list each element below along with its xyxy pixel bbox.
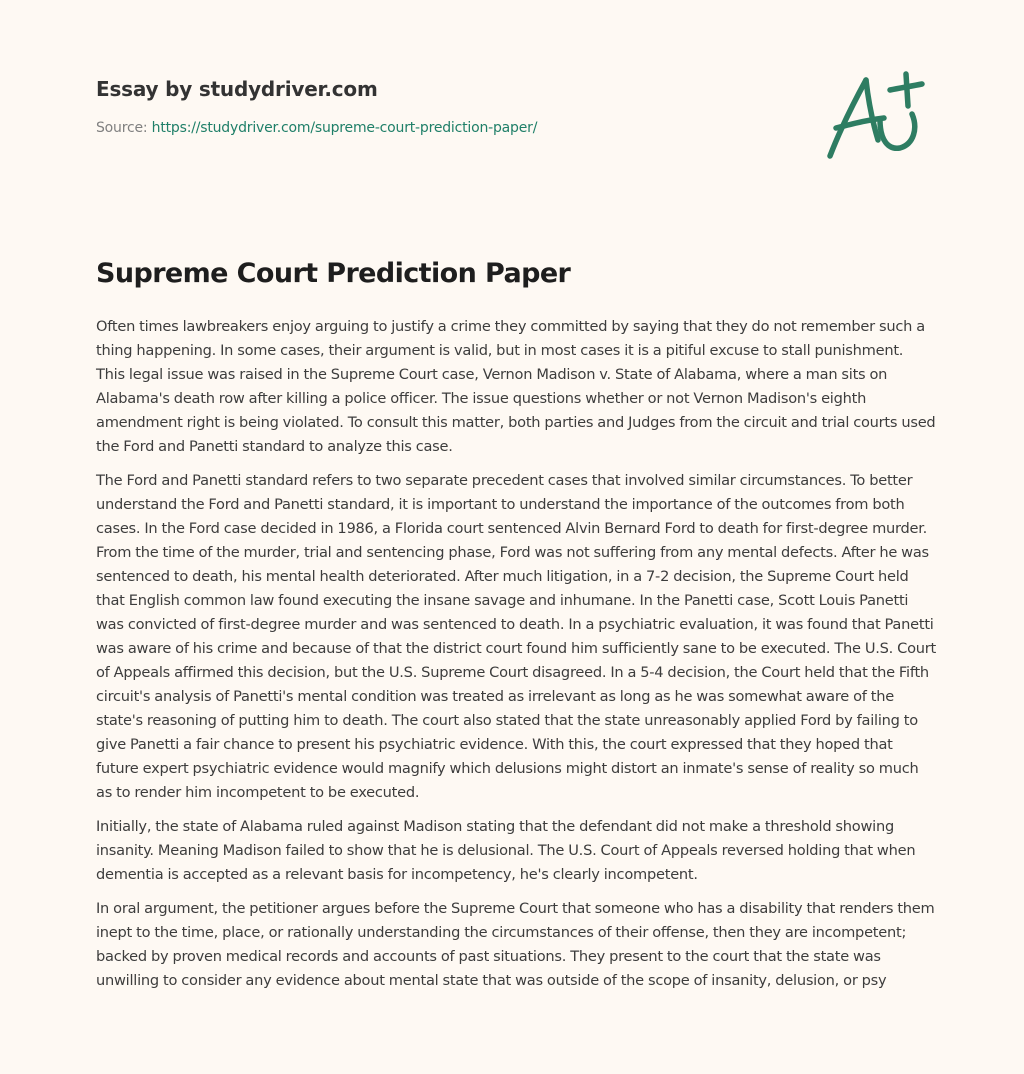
paragraph: Initially, the state of Alabama ruled against Madison stating that the defendant did not make a threshold showing insanity. Meaning Madison failed to show that he is delusional. The U.S. Court of Appeals reversed holding that when dementia is accepted as a relevant basis for incompetency, he's clearly incompetent. [96, 818, 916, 883]
paragraph: Often times lawbreakers enjoy arguing to justify a crime they committed by saying that they do not remember such a thing happening. In some cases, their argument is valid, but in most cases it is a pitiful excuse to stall punishment. This legal issue was raised in the Supreme Court case, Vernon Madison v. State of Alabama, where a man sits on Alabama's death row after killing a police officer. The issue questions whether or not Vernon Madison's eighth amendment right is being violated. To consult this matter, both parties and Judges from the circuit and trial courts used the Ford and Panetti standard to analyze this case. [96, 318, 936, 455]
site-title: Essay by studydriver.com [96, 77, 378, 101]
source-link[interactable]: https://studydriver.com/supreme-court-prediction-paper/ [151, 120, 538, 136]
page-header [96, 74, 836, 138]
document-body [96, 315, 936, 1003]
source-line [96, 118, 836, 138]
paragraph: The Ford and Panetti standard refers to two separate precedent cases that involved similar circumstances. To better understand the Ford and Panetti standard, it is important to understand the importance of the outcomes from both cases. In the Ford case decided in 1986, a Florida court sentenced Alvin Bernard Ford to death for first-degree murder. From the time of the murder, trial and sentencing phase, Ford was not suffering from any mental defects. After he was sentenced to death, his mental health deteriorated. After much litigation, in a 7-2 decision, the Supreme Court held that English common law found executing the insane savage and inhumane. In the Panetti case, Scott Louis Panetti was convicted of first-degree murder and was sentenced to death. In a psychiatric evaluation, it was found that Panetti was aware of his crime and because of that the district court found him sufficiently sane to be executed. The U.S. Court of Appeals affirmed this decision, but the U.S. Supreme Court disagreed. In a 5-4 decision, the Court held that the Fifth circuit's analysis of Panetti's mental condition was treated as irrelevant as long as he was somewhat aware of the state's reasoning of putting him to death. The court also stated that the state unreasonably applied Ford by failing to give Panetti a fair chance to present his psychiatric evidence. With this, the court expressed that they hoped that future expert psychiatric evidence would magnify which delusions might distort an inmate's sense of reality so much as to render him incompetent to be executed. [96, 472, 936, 801]
source-label: Source: [96, 120, 148, 136]
paragraph: In oral argument, the petitioner argues before the Supreme Court that someone who has a disability that renders them inept to the time, place, or rationally understanding the circumstances of their offense, then they are incompetent; backed by proven medical records and accounts of past situations. They present to the court that the state was unwilling to consider any evidence about mental state that was outside of the scope of insanity, delusion, or psy [96, 900, 935, 989]
a-plus-grade-icon [822, 68, 926, 164]
document-title: Supreme Court Prediction Paper [96, 258, 571, 289]
